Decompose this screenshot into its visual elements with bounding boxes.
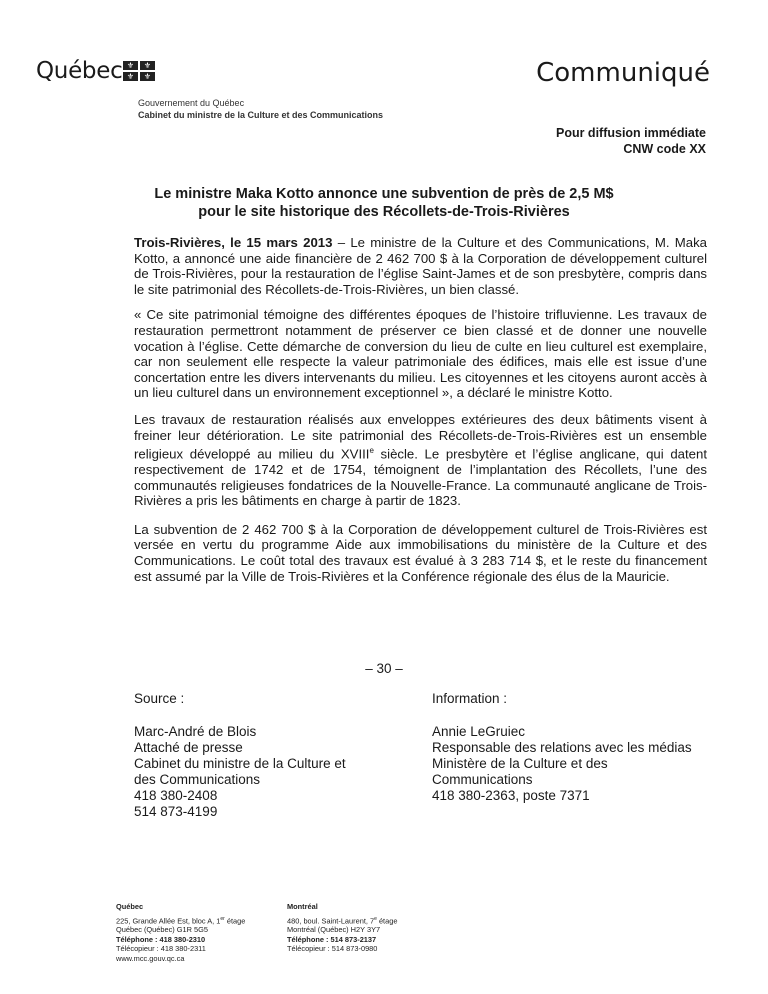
office-fax: Télécopieur : 418 380-2311 [116, 944, 206, 954]
cabinet-label: Cabinet du ministre de la Culture et des Communications [138, 110, 384, 120]
contact-role: Attaché de presse [134, 740, 243, 755]
department-block [138, 97, 383, 121]
document-type-title: Communiqué [536, 58, 710, 88]
quebec-flag-logo [123, 61, 155, 81]
paragraph-text: Les travaux de restauration réalisés aux enveloppes extérieures des deux bâtiments visent à freiner leur détérioration. Le site patrimonial des Récollets-de-Trois-Rivières est un ensemble religieux développé au milieu du XVIII [134, 411, 707, 462]
end-mark: – 30 – [365, 661, 403, 676]
release-timing: Pour diffusion immédiate [555, 126, 706, 140]
office-postal: Montréal (Québec) H2Y 3Y7 [287, 925, 381, 935]
contact-phone: 418 380-2408 [134, 788, 218, 803]
paragraph-text: – Le ministre de la Culture et des Communications, M. Maka Kotto, a annoncé une aide financière de 2 462 700 $ à la Corporation de développement culturel de Trois-Rivières, pour la restauration de l’église Saint-James et de son presbytère, compris dans le site patrimonial des Récollets-de-Trois-Rivières, un bien classé. [134, 235, 707, 297]
government-label: Gouvernement du Québec [138, 98, 245, 108]
release-info [556, 125, 706, 157]
body-paragraph: « Ce site patrimonial témoigne des différentes époques de l’histoire trifluvienne. Les travaux de restauration permettront notamment de préserver ce bien classé et de donner une nouvelle vocation à l’église. Cette démarche de conversion du lieu de culte en lieu culturel est exemplaire, car non seulement elle respecte la valeur patrimoniale des édifices, mais elle est issue d’une concertation entre les divers intervenants du milieu. Les citoyennes et les citoyens auront accès à un lieu culturel dans un environnement exceptionnel », a déclaré le ministre Kotto. [134, 307, 707, 401]
contact-org: des Communications [134, 772, 261, 787]
headline-line-2: pour le site historique des Récollets-de-Trois-Rivières [198, 204, 570, 220]
contact-org: Communications [432, 772, 533, 787]
information-contact [432, 691, 692, 804]
office-postal: Québec (Québec) G1R 5G5 [116, 925, 209, 935]
information-heading: Information : [432, 691, 508, 706]
contact-role: Responsable des relations avec les médias [432, 740, 692, 755]
fleur-de-lis-icon: ⚜ [123, 61, 138, 70]
body-paragraph: La subvention de 2 462 700 $ à la Corporation de développement culturel de Trois-Rivières est versée en vertu du programme Aide aux immobilisations du ministère de la Culture et des Communications. Le coût total des travaux est évalué à 3 283 714 $, et le reste du financement est assumé par la Ville de Trois-Rivières et la Conférence régionale des élus de la Mauricie. [134, 521, 707, 584]
press-release-headline [100, 185, 668, 221]
contact-org: Cabinet du ministre de la Culture et [134, 756, 346, 771]
office-fax: Télécopieur : 514 873-0980 [287, 944, 378, 954]
office-website: www.mcc.gouv.qc.ca [116, 953, 185, 963]
headline-line-1: Le ministre Maka Kotto annonce une subvention de près de 2,5 M$ [154, 186, 614, 202]
source-contact [134, 691, 346, 820]
office-address: 480, boul. Saint-Laurent, 7e étage [287, 915, 398, 925]
fleur-de-lis-icon: ⚜ [140, 61, 155, 70]
footer-quebec-office [116, 902, 245, 963]
body-paragraph [134, 412, 707, 509]
office-city: Québec [116, 902, 144, 911]
office-city: Montréal [287, 902, 318, 911]
contact-phone: 418 380-2363, poste 7371 [432, 788, 590, 803]
press-release-body [134, 235, 707, 594]
dateline: Trois-Rivières, le 15 mars 2013 [134, 235, 333, 250]
paragraph-text: siècle. Le presbytère et l’église anglicane, qui datent respectivement de 1742 et de 1754, témoignent de l’implantation des Récollets, l’une des communautés religieuses fondatrices de la Nouvelle-France. La communauté anglicane de Trois-Rivières a pris les bâtiments en charge à partir de 1823. [134, 446, 707, 509]
office-phone: Téléphone : 418 380-2310 [116, 934, 206, 944]
contact-phone: 514 873-4199 [134, 804, 218, 819]
footer-montreal-office [287, 902, 397, 954]
contact-org: Ministère de la Culture et des [432, 756, 608, 771]
office-phone: Téléphone : 514 873-2137 [287, 934, 377, 944]
superscript: e [369, 446, 374, 456]
fleur-de-lis-icon: ⚜ [123, 72, 138, 81]
body-paragraph [134, 235, 707, 297]
cnw-code: CNW code XX [623, 142, 706, 156]
fleur-de-lis-icon: ⚜ [140, 72, 155, 81]
contact-name: Annie LeGruiec [432, 724, 526, 739]
office-address: 225, Grande Allée Est, bloc A, 1er étage [116, 915, 246, 925]
source-heading: Source : [134, 691, 185, 706]
quebec-wordmark: Québec [36, 58, 123, 84]
contact-name: Marc-André de Blois [134, 724, 257, 739]
